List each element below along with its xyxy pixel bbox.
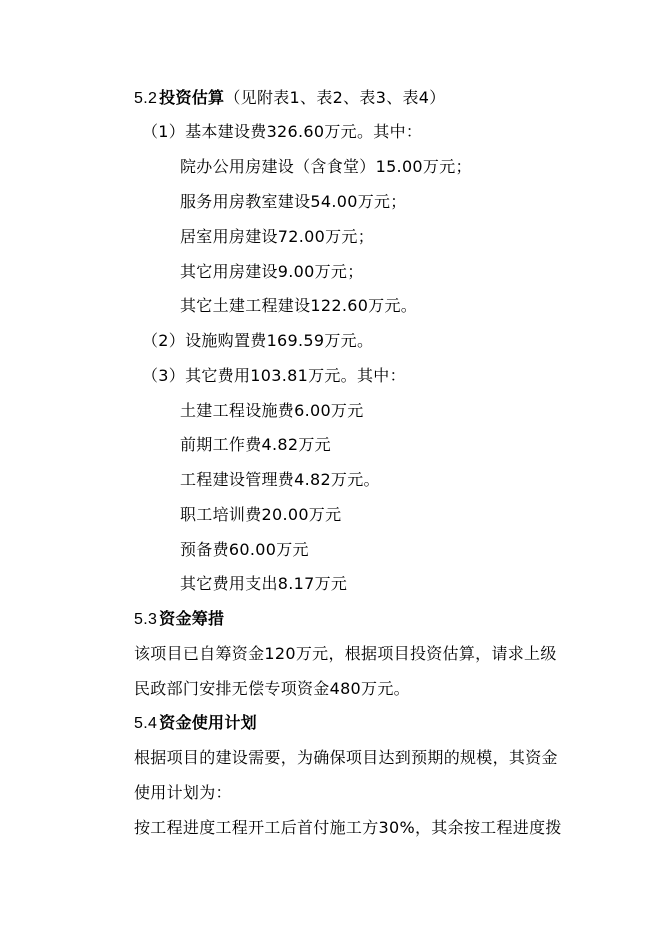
section-title: 资金使用计划 bbox=[159, 713, 257, 732]
subitem-civil-facility: 土建工程设施费6.00万元 bbox=[180, 401, 364, 420]
subitem-reserve: 预备费60.00万元 bbox=[180, 540, 309, 559]
subitem-training: 职工培训费20.00万元 bbox=[180, 505, 342, 524]
section-number: 5.4 bbox=[134, 715, 158, 732]
section-number: 5.2 bbox=[134, 90, 158, 107]
paragraph-funding-line: 民政部门安排无偿专项资金480万元。 bbox=[134, 679, 410, 698]
paragraph-funding-line: 该项目已自筹资金120万元，根据项目投资估算，请求上级 bbox=[134, 644, 557, 663]
section-title: 投资估算 bbox=[159, 88, 225, 107]
section-title: 资金筹措 bbox=[159, 609, 225, 628]
item-basic-construction: （1）基本建设费326.60万元。其中： bbox=[142, 122, 423, 141]
subitem-other-civil: 其它土建工程建设122.60万元。 bbox=[180, 296, 418, 315]
section-heading-5-4 bbox=[134, 712, 257, 735]
section-number: 5.3 bbox=[134, 611, 158, 628]
subitem-service-classroom: 服务用房教室建设54.00万元； bbox=[180, 192, 407, 211]
subitem-preliminary-work: 前期工作费4.82万元 bbox=[180, 435, 331, 454]
paragraph-usage-line: 使用计划为： bbox=[134, 783, 232, 802]
paragraph-usage-line: 根据项目的建设需要，为确保项目达到预期的规模，其资金 bbox=[134, 748, 558, 767]
paragraph-usage-line: 按工程进度工程开工后首付施工方30%，其余按工程进度拨 bbox=[134, 818, 562, 837]
item-equipment: （2）设施购置费169.59万元。 bbox=[142, 331, 374, 350]
item-other-costs: （3）其它费用103.81万元。其中： bbox=[142, 366, 406, 385]
subitem-other-expense: 其它费用支出8.17万元 bbox=[180, 574, 348, 593]
section-heading-5-2 bbox=[134, 87, 446, 110]
subitem-office-building: 院办公用房建设（含食堂）15.00万元； bbox=[180, 157, 472, 176]
section-note: （见附表1、表2、表3、表4） bbox=[224, 88, 446, 107]
subitem-other-building: 其它用房建设9.00万元； bbox=[180, 262, 364, 281]
subitem-management: 工程建设管理费4.82万元。 bbox=[180, 470, 380, 489]
subitem-residential: 居室用房建设72.00万元； bbox=[180, 227, 375, 246]
section-heading-5-3 bbox=[134, 608, 224, 631]
